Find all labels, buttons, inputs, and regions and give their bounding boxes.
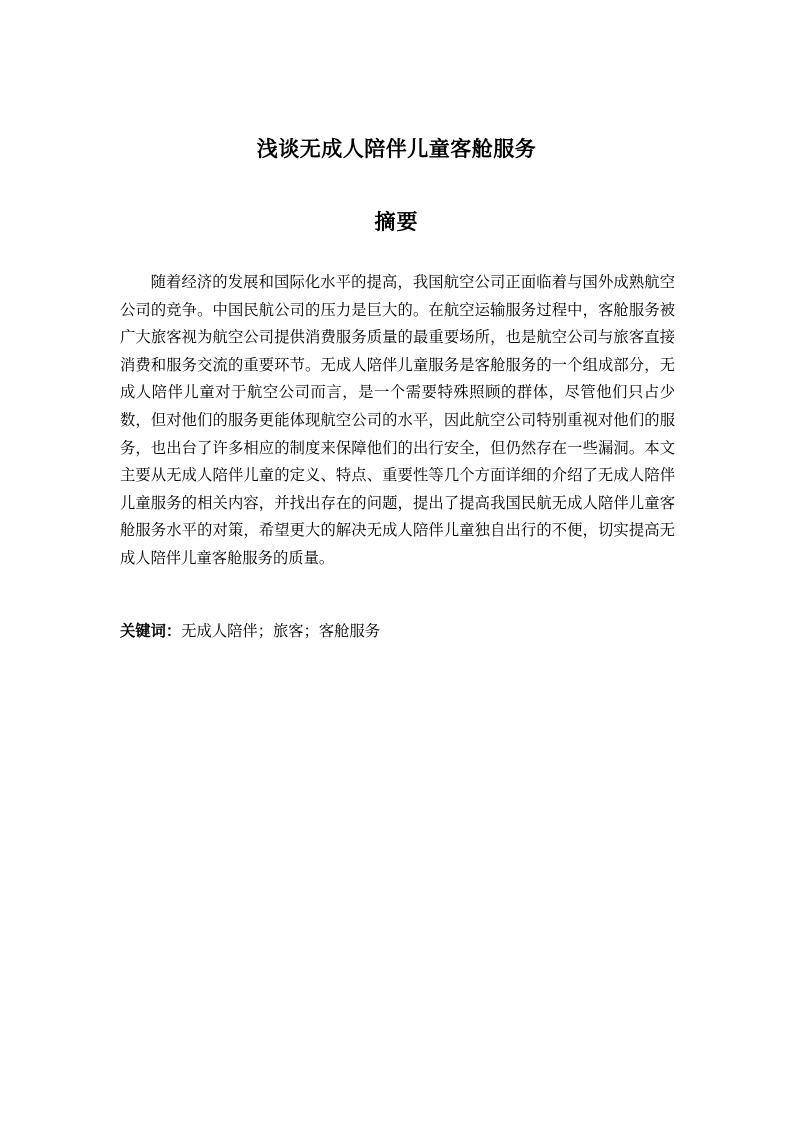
- abstract-heading: 摘要: [374, 210, 419, 234]
- keywords-label: 关键词：: [120, 622, 182, 640]
- abstract-body: 随着经济的发展和国际化水平的提高，我国航空公司正面临着与国外成熟航空公司的竞争。中国民航公司的压力是巨大的。在航空运输服务过程中，客舱服务被广大旅客视为航空公司提供消费服务质量的最重要场所，也是航空公司与旅客直接消费和服务交流的重要环节。无成人陪伴儿童服务是客舱服务的一个组成部分，无成人陪伴儿童对于航空公司而言，是一个需要特殊照顾的群体，尽管他们只占少数，但对他们的服务更能体现航空公司的水平，因此航空公司特别重视对他们的服务，也出台了许多相应的制度来保障他们的出行安全，但仍然存在一些漏洞。本文主要从无成人陪伴儿童的定义、特点、重要性等几个方面详细的介绍了无成人陪伴儿童服务的相关内容，并找出存在的问题，提出了提高我国民航无成人陪伴儿童客舱服务水平的对策，希望更大的解决无成人陪伴儿童独自出行的不便，切实提高无成人陪伴儿童客舱服务的质量。: [120, 273, 675, 567]
- document-title: 浅谈无成人陪伴儿童客舱服务: [256, 137, 537, 161]
- keywords-line: [120, 618, 675, 645]
- keywords-value: 无成人陪伴；旅客；客舱服务: [181, 622, 381, 640]
